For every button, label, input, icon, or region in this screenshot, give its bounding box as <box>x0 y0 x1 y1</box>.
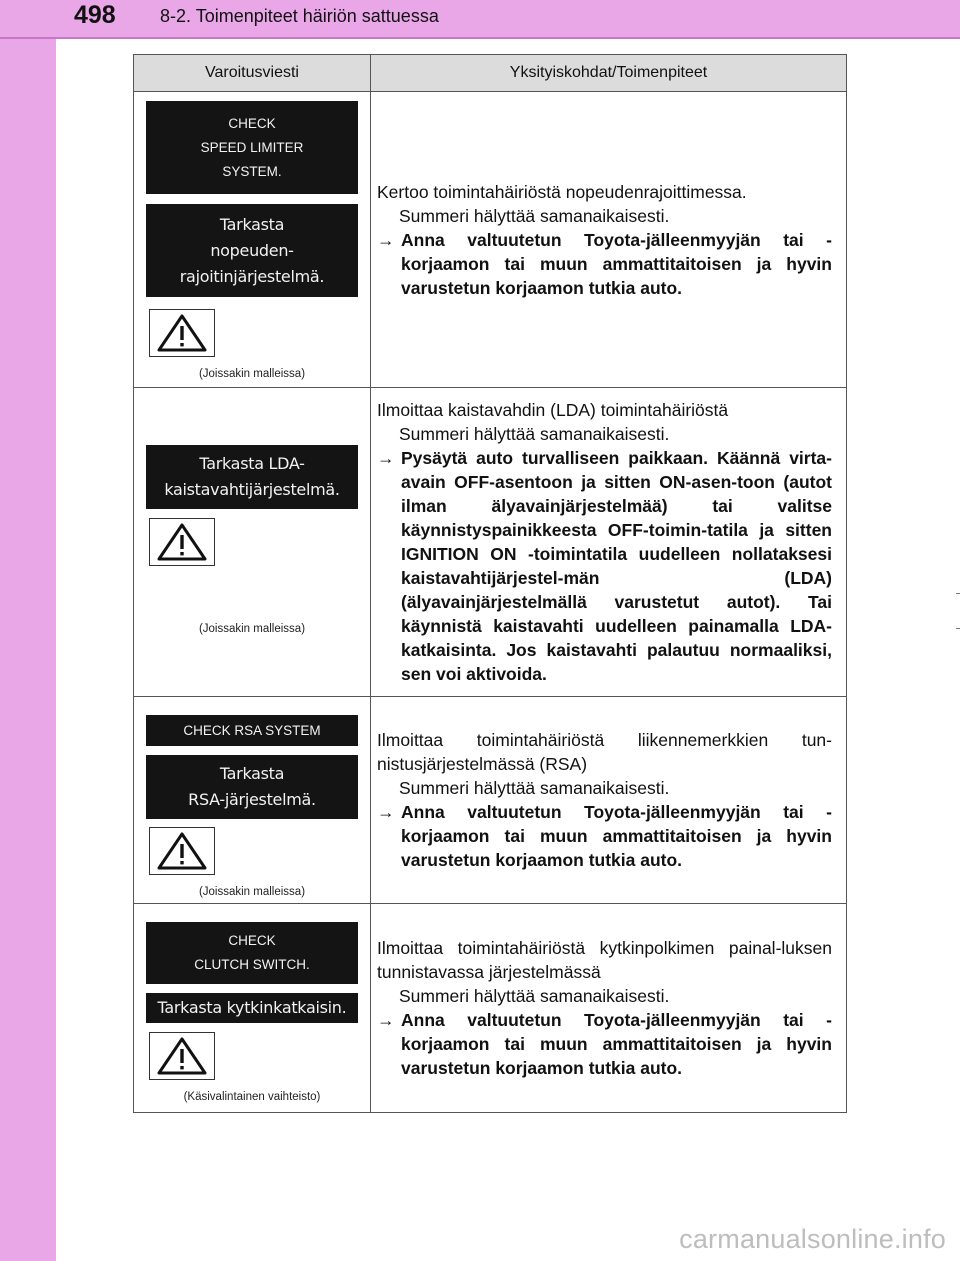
page-number: 498 <box>74 1 116 29</box>
action-item <box>377 800 832 872</box>
warning-display-cell <box>134 388 371 697</box>
arrow-icon: → <box>377 802 395 822</box>
arrow-icon: → <box>377 1010 395 1030</box>
model-note: (Joissakin malleissa) <box>198 623 306 635</box>
details-cell <box>371 388 847 697</box>
description-text: Ilmoittaa toimintahäiriöstä kytkinpolkimen painal-luksen tunnistavassa järjestelmässä <box>377 938 832 982</box>
display-line: CHECK <box>228 115 276 131</box>
display-line: CLUTCH SWITCH. <box>194 957 310 972</box>
display-line: RSA-järjestelmä. <box>188 790 316 809</box>
model-note: (Käsivalintainen vaihteisto) <box>183 1091 321 1103</box>
warning-triangle-icon <box>149 309 215 357</box>
details-cell <box>371 697 847 904</box>
description-text: Kertoo toimintahäiriöstä nopeudenrajoittimessa. <box>377 181 747 202</box>
display-line: nopeuden- <box>210 240 294 260</box>
display-message-finnish <box>146 445 358 509</box>
chapter-side-band <box>0 0 56 1261</box>
edge-mark <box>956 628 960 629</box>
display-line: kaistavahtijärjestelmä. <box>164 480 340 499</box>
display-message-finnish <box>146 993 358 1023</box>
display-line: Tarkasta <box>219 764 285 783</box>
display-line: SPEED LIMITER <box>200 139 304 155</box>
action-text: Pysäytä auto turvalliseen paikkaan. Käännä virta-avain OFF-asentoon ja sitten ON-asen-toon (autot ilman älyavainjärjestelmää) tai valitse käynnistyspainikkeesta OFF-toimin-tatila ja sitten IGNITION ON -toimintatila uudelleen nollataksesi kaistavahtijärjestel-män (LDA) (älyavainjärjestelmällä varustetut autot). Tai käynnistä kaistavahti uudelleen painamalla LDA-katkaisinta. Jos kaistavahti palautuu normaaliksi, sen voi aktivoida. <box>401 448 832 684</box>
warning-triangle-icon <box>149 1032 215 1080</box>
warning-message-table <box>133 54 847 1113</box>
warning-triangle-icon <box>149 827 215 875</box>
buzzer-text: Summeri hälyttää samanaikaisesti. <box>399 205 670 226</box>
header-rule <box>0 37 960 39</box>
display-message-finnish <box>146 755 358 819</box>
action-item <box>377 1008 832 1080</box>
warning-display-cell <box>134 697 371 904</box>
table-row <box>134 697 847 904</box>
section-title: 8-2. Toimenpiteet häiriön sattuessa <box>160 6 439 26</box>
display-message-finnish <box>146 204 358 297</box>
table-row <box>134 388 847 697</box>
display-line: CHECK RSA SYSTEM <box>183 722 321 738</box>
display-line: Tarkasta <box>219 214 285 234</box>
model-note: (Joissakin malleissa) <box>198 886 306 898</box>
display-line: Tarkasta LDA- <box>199 454 305 473</box>
display-message-english <box>146 715 358 746</box>
warning-display-cell <box>134 904 371 1113</box>
model-note: (Joissakin malleissa) <box>198 368 306 380</box>
action-item <box>377 446 832 686</box>
details-cell <box>371 92 847 388</box>
column-header-details: Yksityiskohdat/Toimenpiteet <box>371 55 847 92</box>
buzzer-text: Summeri hälyttää samanaikaisesti. <box>399 986 670 1006</box>
description-text: Ilmoittaa kaistavahdin (LDA) toimintahäiriöstä <box>377 400 729 420</box>
header-band <box>0 0 960 37</box>
table-row <box>134 92 847 388</box>
warning-triangle-icon <box>149 518 215 566</box>
display-line: SYSTEM. <box>222 163 282 179</box>
display-line: Tarkasta kytkinkatkaisin. <box>157 998 347 1017</box>
display-line: rajoitinjärjestelmä. <box>179 266 325 286</box>
column-header-warning: Varoitusviesti <box>134 55 371 92</box>
action-text: Anna valtuutetun Toyota-jälleenmyyjän tai -korjaamon tai muun ammattitaitoisen ja hyvin varustetun korjaamon tutkia auto. <box>401 1010 832 1078</box>
edge-mark <box>956 593 960 594</box>
buzzer-text: Summeri hälyttää samanaikaisesti. <box>399 778 670 798</box>
display-line: CHECK <box>228 933 276 948</box>
action-text: Anna valtuutetun Toyota-jälleenmyyjän tai -korjaamon tai muun ammattitaitoisen ja hyvin varustetun korjaamon tutkia auto. <box>401 802 832 870</box>
display-message-english <box>146 101 358 194</box>
table-row <box>134 904 847 1113</box>
description-text: Ilmoittaa toimintahäiriöstä liikennemerkkien tun-nistusjärjestelmässä (RSA) <box>377 730 832 774</box>
action-text: Anna valtuutetun Toyota-jälleenmyyjän tai -korjaamon tai muun ammattitaitoisen ja hyvin varustetun korjaamon tutkia auto. <box>401 229 832 298</box>
details-cell <box>371 904 847 1113</box>
display-message-english <box>146 922 358 984</box>
watermark: carmanualsonline.info <box>679 1224 946 1254</box>
arrow-icon: → <box>377 229 395 250</box>
action-item <box>377 228 832 300</box>
warning-display-cell <box>134 92 371 388</box>
arrow-icon: → <box>377 448 395 468</box>
buzzer-text: Summeri hälyttää samanaikaisesti. <box>399 424 670 444</box>
